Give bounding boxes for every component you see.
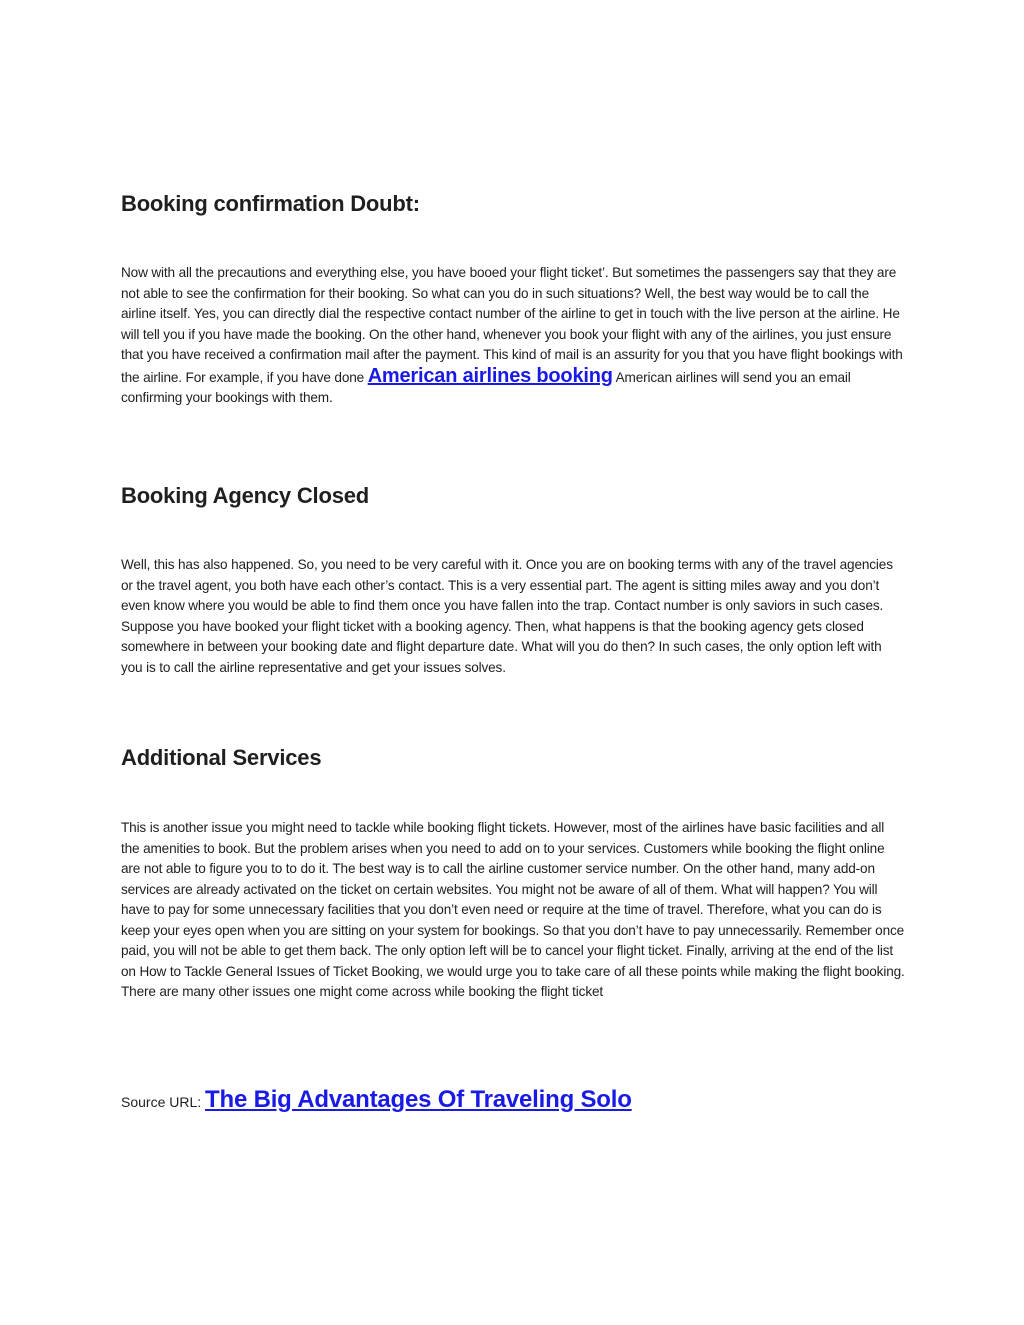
- source-url-link[interactable]: The Big Advantages Of Traveling Solo: [205, 1086, 632, 1113]
- section-heading-booking-agency-closed: Booking Agency Closed: [121, 483, 370, 508]
- section-body-additional-services: This is another issue you might need to tackle while booking flight tickets. However, most of the airlines have basic facilities and all the amenities to book. But the problem arises when you need to add on to your services. Customers while booking the flight online are not able to figure you to to do it. The best way is to call the airline customer service number. On the other hand, many add-on services are already activated on the ticket on certain websites. You might not be aware of all of them. What will happen? You will have to pay for some unnecessary facilities that you don’t even need or require at the time of travel. Therefore, what you can do is keep your eyes open when you are sitting on your system for bookings. So that you don’t have to pay unnecessarily. Remember once paid, you will not be able to get them back. The only option left will be to cancel your flight ticket. Finally, arriving at the end of the list on How to Tackle General Issues of Ticket Booking, we would urge you to take care of all these points while making the flight booking. There are many other issues one might come across while booking the flight ticket: [121, 820, 905, 999]
- section-body-booking-agency-closed: Well, this has also happened. So, you need to be very careful with it. Once you are on booking terms with any of the travel agencies or the travel agent, you both have each other’s contact. This is a very essential part. The agent is sitting miles away and you don’t even know where you would be able to find them once you have fallen into the trap. Contact number is only saviors in such cases. Suppose you have booked your flight ticket with a booking agency. Then, what happens is that the booking agency gets closed somewhere in between your booking date and flight departure date. What will you do then? In such cases, the only option left with you is to call the airline representative and get your issues solves.: [121, 557, 893, 675]
- section-body-booking-confirmation: [121, 263, 905, 409]
- body-text-after-link: American airlines will send you an email confirming your bookings with them.: [121, 369, 851, 405]
- source-line: [121, 1086, 632, 1114]
- section-heading-additional-services: Additional Services: [121, 745, 322, 770]
- section-heading-booking-confirmation: Booking confirmation Doubt:: [121, 191, 420, 216]
- american-airlines-booking-link[interactable]: American airlines booking: [367, 364, 613, 387]
- source-label: Source URL:: [121, 1094, 206, 1110]
- body-text-before-link: Now with all the precautions and everything else, you have booed your flight ticket’. But sometimes the passengers say that they are not able to see the confirmation for their booking. So what can you do in such situations? Well, the best way would be to call the airline itself. Yes, you can directly dial the respective contact number of the airline to get in touch with the live person at the airline. He will tell you if you have made the booking. On the other hand, whenever you book your flight with any of the airlines, you just ensure that you have received a confirmation mail after the payment. This kind of mail is an assurity for you that you have flight bookings with the airline. For example, if you have done: [121, 265, 903, 385]
